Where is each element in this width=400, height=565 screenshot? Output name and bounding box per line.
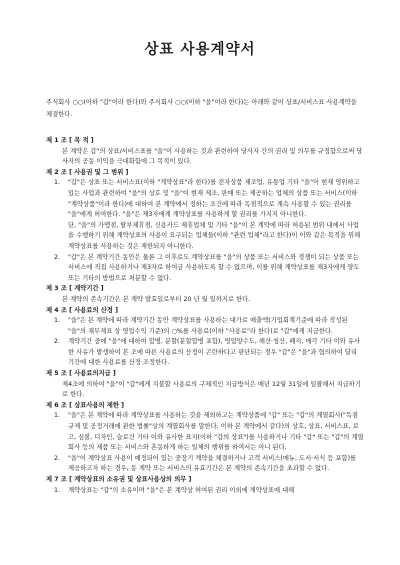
item-number: 2.: [54, 338, 61, 346]
article-2: [46, 168, 364, 285]
list-item: [46, 316, 364, 337]
article-title: 제 2 조 [ 사용권 및 그 범위 ]: [46, 168, 129, 176]
item-number: 2.: [54, 454, 61, 462]
item-text: "을"은 본 계약에 따라 계약상표를 사용하는 것을 제외하고는 계약상품에 "갑" 또는 "갑"의 계열회사("독점규제 및 공정거래에 관한 법률"상의 계열회사를 말한다. 이하 본 계약에서 같다)의 상호, 상표, 서비스표, 로고, 심볼, 디자인, 슬로건 기타 이와 유사한 표지(이하 "갑의 상표")를 사용하거나 기타 "갑" 또는 "갑"의 계열회사 등의 제품 또는 서비스와 혼동하게 하는 일체의 행위를 하여서는 아니 된다.: [68, 412, 364, 452]
item-text: "갑"은 상표 또는 서비스표(이하 "계약상표"라 한다)를 전자상품 제조업, 유통업 기타 "을"이 현재 영위하고 있는 사업과 관련하여 "을"의 상호 및 "을"이 현재 제조, 판매 또는 제공하는 업체의 상품 또는 서비스(이하 "계약상품"이라 한다)에 대하여 본 계약에서 정하는 조건에 따라 독점적으로 계속 사용할 수 있는 권리를 "을"에게 허여한다. "을"은 제3자에게 계약상표를 사용하게 할 권리를 가지지 아니한다.: [68, 179, 360, 219]
item-text: 단, "을"의 가맹점, 탈부제휴점, 신용카드 제휴업체 및 기타 "을"이 본 계약에 따라 허용된 범위 내에서 사업을 수행하기 위해 계약상표의 사용이 요구되는 업체들(이하 "관련 업체"라고 한다)이 이와 같은 목적을 위해 계약상표를 사용하는 것은 제한되지 아니한다.: [68, 221, 361, 250]
article-title: 제 6 조 [ 상표사용의 제한 ]: [46, 401, 125, 409]
item-text: "갑"은 본 계약기간 동안은 물론 그 이후로도 계약상표를 "을"의 상품 또는 서비스와 경쟁이 되는 상품 또는 서비스에 직접 사용하거나 제3자로 하여금 사용하도록 할 수 없으며, 이를 위해 계약상표를 제3자에게 양도 또는 기타의 방법으로 처분할 수 없다.: [68, 253, 360, 282]
article-title: 제 1 조 [ 목 적 ]: [46, 137, 94, 144]
article-title: 제 3 조 [ 계약기간 ]: [46, 285, 104, 293]
list-item: [46, 178, 364, 220]
article-title: 제 5 조 [ 사용료의지급 ]: [46, 370, 116, 378]
intro-paragraph: 주식회사 ○○(이하 "갑"이라 한다)와 주식회사 ○○(이하 "을"이라 한다)는 아래와 같이 상표/서비스표 사용계약을 체결한다.: [46, 99, 357, 118]
list-item: [46, 486, 364, 497]
item-text: "을"은 본 계약에 따라 계약기간 동안 계약상표를 사용하는 대가로 매출액(기업회계기준에 따라 작성된 "을"의 재무제표 상 영업수익 기준)의 ○%를 사용료(이하 "사용료"라 한다)로 "갑"에게 지급한다.: [68, 317, 348, 335]
list-item: [46, 253, 364, 285]
article-title: 제 4 조 [ 사용료의 산정 ]: [46, 306, 118, 314]
article-3: [46, 284, 364, 305]
item-number: 1.: [54, 317, 61, 325]
item-number: 1.: [54, 486, 61, 494]
item-text: 계약기간 중에 "을"에 대하여 합병, 분할(분할합병 포함), 영업양수도, 해산·청산, 폐지, 매각 기타 이와 유사한 사유가 발생하여 본 조에 따른 사용료의 산정이 곤란하다고 판단되는 경우 "갑"은 "을"과 협의하여 달리 기간에 대한 사용료를 산정·조정한다.: [68, 338, 361, 367]
list-item: [46, 454, 364, 475]
item-number: 1.: [54, 179, 61, 187]
document-body: [46, 136, 364, 496]
item-text: 계약상표는 "갑"의 소유이며 "을"은 본 계약상 허여된 권리 이외에 계약상표에 대해: [68, 486, 295, 494]
document-title: 상표 사용계약서: [144, 42, 256, 58]
item-number: 1.: [54, 412, 61, 420]
article-6: [46, 401, 364, 475]
list-item: [46, 337, 364, 369]
item-number: 2.: [54, 253, 61, 261]
article-title: 제 7 조 [ 계약상표의 소유권 및 상표사용상의 의무 ]: [46, 476, 192, 483]
list-item: [46, 411, 364, 453]
article-7: [46, 475, 364, 496]
article-text: 본 계약은 갑"의 상표/서비스표를 "을"이 사용하는 것과 관련하여 당사자 간의 권리 및 의무를 규정함으로써 당사자의 공동 이익을 극대화함에 그 목적이 있다.: [62, 147, 363, 166]
article-5: [46, 369, 364, 401]
item-text: "을"이 계약상표 사용이 예정되어 있는 중장기 계약을 체결하거나 고객 서비스(매뉴, 도서·서식 등 포함)를 제공하고자 하는 경우, 동 계약 또는 서비스의 유효기간은 본 계약의 존속기간을 초과할 수 없다.: [68, 454, 357, 473]
article-text: 본 계약의 존속기간은 본 계약 발효일로부터 20 년 월 일까지로 한다.: [62, 295, 251, 303]
article-text: 제4조에 의하여 "을"이 "갑"에게 지불할 사용료의 구체적인 지급방식은 매년 12월 31일에 일괄해서 지급하기로 한다.: [62, 380, 361, 399]
list-item: [46, 221, 364, 253]
article-1: [46, 136, 364, 168]
article-4: [46, 306, 364, 370]
